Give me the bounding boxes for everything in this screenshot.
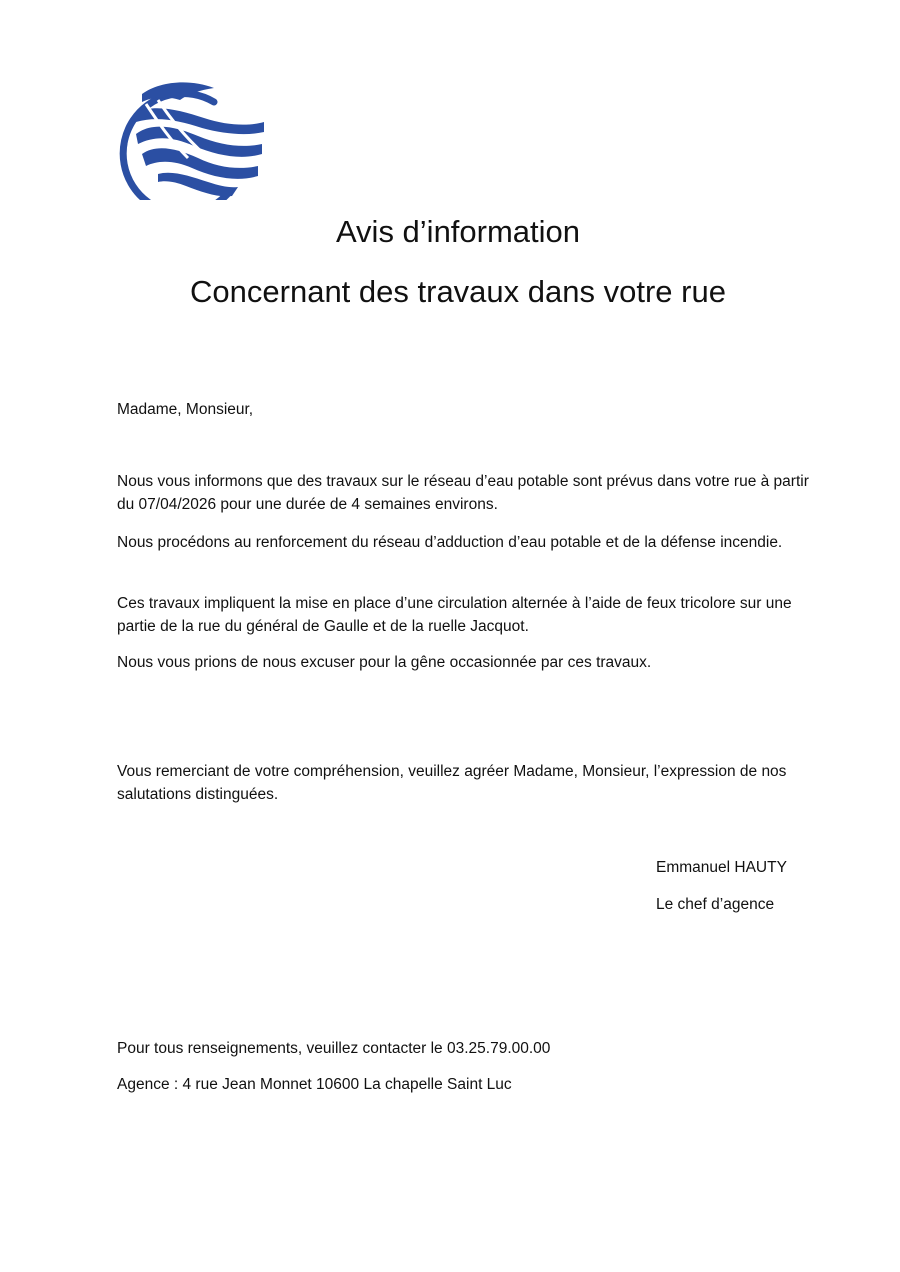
signatory-name: Emmanuel HAUTY	[656, 859, 787, 876]
document-subtitle: Concernant des travaux dans votre rue	[190, 274, 726, 309]
signatory-role: Le chef d’agence	[656, 896, 775, 913]
paragraph-traffic-lights: Ces travaux impliquent la mise en place d’une circulation alternée à l’aide de feux tricolore sur une partie de la rue du général de Gaulle et de la ruelle Jacquot.	[117, 595, 792, 635]
paragraph-network-reinforcement: Nous procédons au renforcement du réseau d’adduction d’eau potable et de la défense incendie.	[117, 534, 783, 551]
water-waves-icon	[118, 74, 268, 200]
salutation: Madame, Monsieur,	[117, 401, 254, 418]
contact-phone-line: Pour tous renseignements, veuillez contacter le 03.25.79.00.00	[117, 1040, 551, 1057]
agency-address: Agence : 4 rue Jean Monnet 10600 La chapelle Saint Luc	[117, 1076, 512, 1093]
paragraph-works-announcement: Nous vous informons que des travaux sur le réseau d’eau potable sont prévus dans votre rue à partir du 07/04/2026 pour une durée de 4 semaines environs.	[117, 473, 809, 513]
water-waves-logo	[118, 74, 268, 200]
closing-formula: Vous remerciant de votre compréhension, veuillez agréer Madame, Monsieur, l’expression de nos salutations distinguées.	[117, 763, 787, 803]
paragraph-apology: Nous vous prions de nous excuser pour la gêne occasionnée par ces travaux.	[117, 654, 652, 671]
document-title: Avis d’information	[335, 214, 581, 249]
